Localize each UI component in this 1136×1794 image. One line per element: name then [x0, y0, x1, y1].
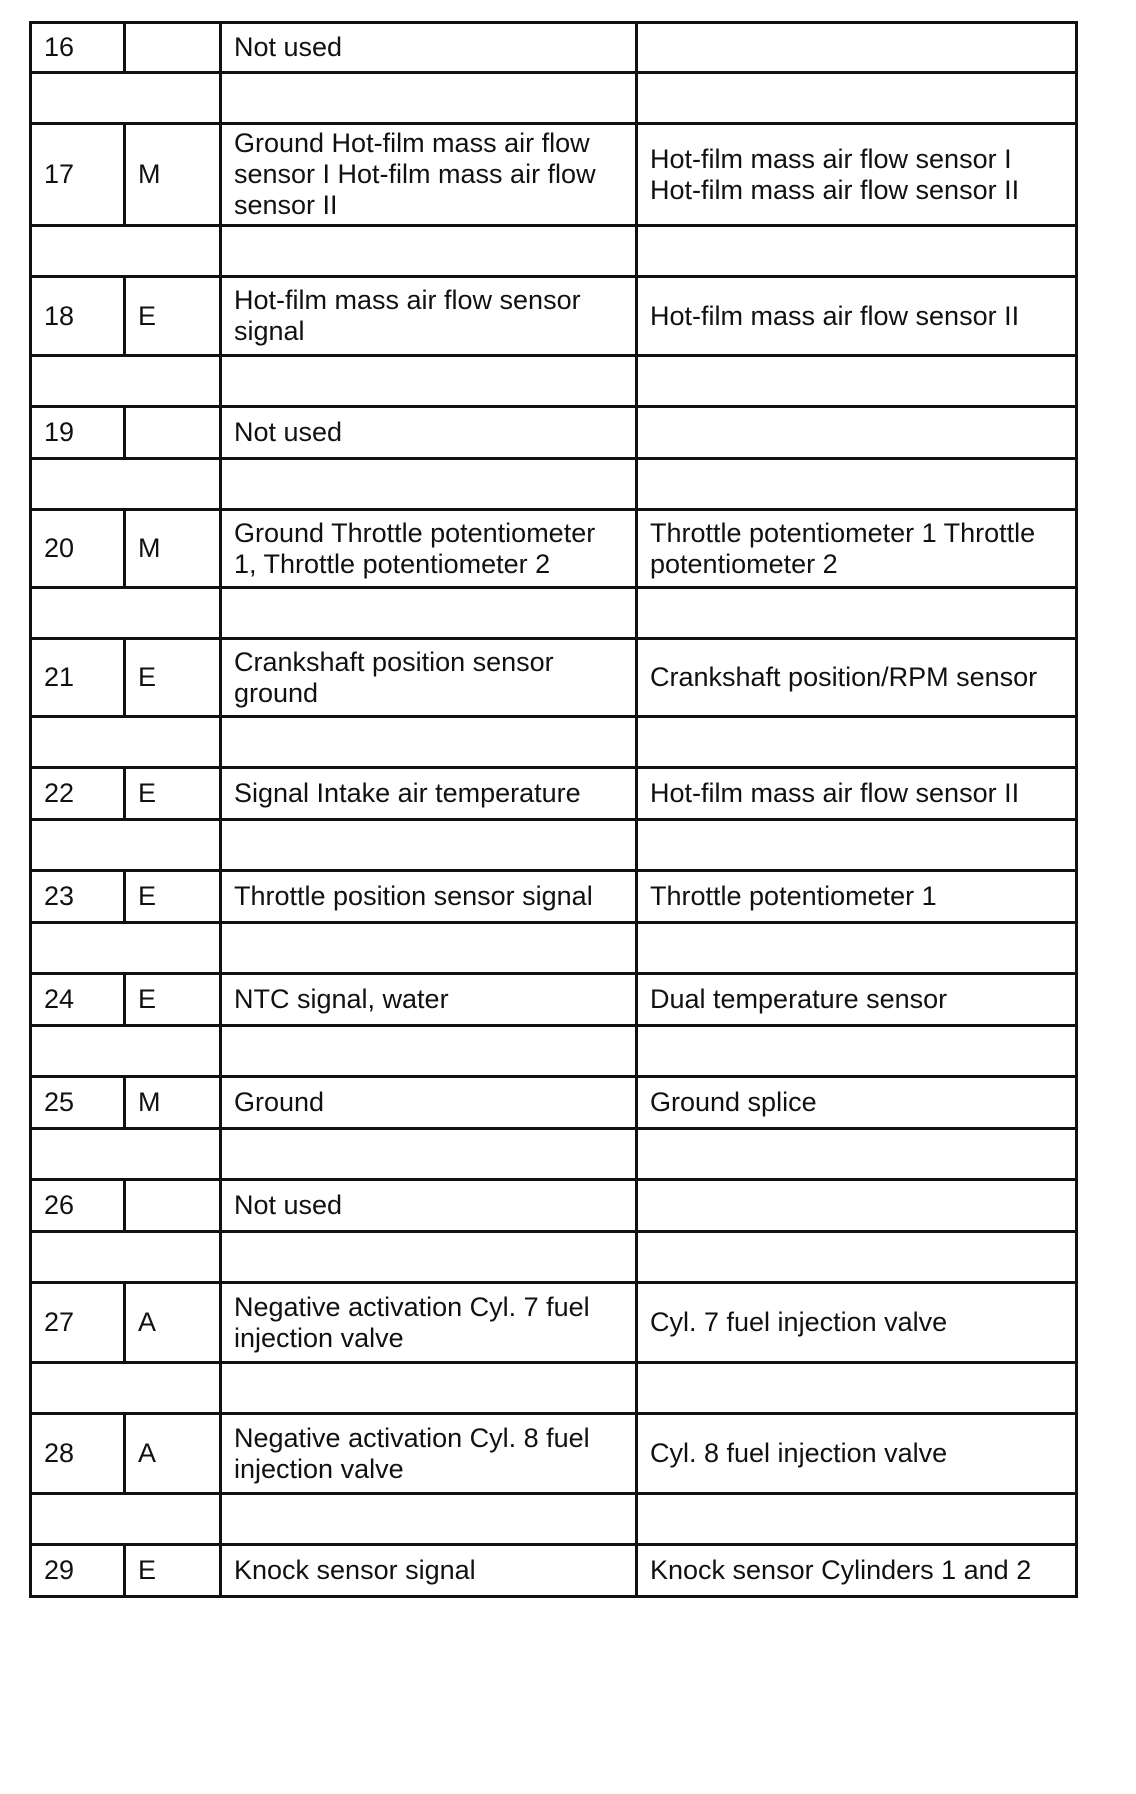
function-description: Crankshaft position sensor ground: [221, 639, 637, 717]
spacer-row: [31, 1363, 1077, 1414]
component: Throttle potentiometer 1 Throttle potentiometer 2: [637, 510, 1077, 588]
signal-type: [125, 407, 221, 459]
component: Cyl. 8 fuel injection valve: [637, 1414, 1077, 1494]
table-row: [31, 768, 1077, 820]
signal-type: A: [125, 1414, 221, 1494]
pin-number: 21: [31, 639, 125, 717]
function-description: Hot-film mass air flow sensor signal: [221, 277, 637, 356]
component: [637, 407, 1077, 459]
function-description: Ground Hot-film mass air flow sensor I Hot-film mass air flow sensor II: [221, 124, 637, 226]
pin-number: 24: [31, 974, 125, 1026]
signal-type: M: [125, 124, 221, 226]
table-row: [31, 510, 1077, 588]
function-description: Negative activation Cyl. 7 fuel injection valve: [221, 1283, 637, 1363]
component: Hot-film mass air flow sensor I Hot-film mass air flow sensor II: [637, 124, 1077, 226]
component: Knock sensor Cylinders 1 and 2: [637, 1545, 1077, 1597]
signal-type: A: [125, 1283, 221, 1363]
pin-number: 20: [31, 510, 125, 588]
table-row: [31, 407, 1077, 459]
signal-type: E: [125, 974, 221, 1026]
spacer-row: [31, 1494, 1077, 1545]
function-description: Throttle position sensor signal: [221, 871, 637, 923]
function-description: Negative activation Cyl. 8 fuel injection valve: [221, 1414, 637, 1494]
pin-number: 25: [31, 1077, 125, 1129]
signal-type: E: [125, 768, 221, 820]
function-description: Knock sensor signal: [221, 1545, 637, 1597]
component: Crankshaft position/RPM sensor: [637, 639, 1077, 717]
spacer-row: [31, 820, 1077, 871]
pin-number: 17: [31, 124, 125, 226]
signal-type: [125, 1180, 221, 1232]
signal-type: E: [125, 871, 221, 923]
component: Dual temperature sensor: [637, 974, 1077, 1026]
table-row: [31, 1414, 1077, 1494]
table-row: [31, 1077, 1077, 1129]
function-description: Not used: [221, 23, 637, 73]
table-row: [31, 974, 1077, 1026]
spacer-row: [31, 588, 1077, 639]
component: [637, 1180, 1077, 1232]
component: Throttle potentiometer 1: [637, 871, 1077, 923]
function-description: Signal Intake air temperature: [221, 768, 637, 820]
spacer-row: [31, 226, 1077, 277]
function-description: NTC signal, water: [221, 974, 637, 1026]
function-description: Not used: [221, 407, 637, 459]
pin-number: 18: [31, 277, 125, 356]
component: Hot-film mass air flow sensor II: [637, 768, 1077, 820]
table-row: [31, 1180, 1077, 1232]
pin-number: 22: [31, 768, 125, 820]
spacer-row: [31, 1129, 1077, 1180]
component: Ground splice: [637, 1077, 1077, 1129]
pin-number: 26: [31, 1180, 125, 1232]
pin-number: 19: [31, 407, 125, 459]
table-row: [31, 1545, 1077, 1597]
spacer-row: [31, 356, 1077, 407]
function-description: Not used: [221, 1180, 637, 1232]
pin-number: 28: [31, 1414, 125, 1494]
spacer-row: [31, 73, 1077, 124]
component: Hot-film mass air flow sensor II: [637, 277, 1077, 356]
signal-type: M: [125, 510, 221, 588]
spacer-row: [31, 1232, 1077, 1283]
table-row: [31, 871, 1077, 923]
component: Cyl. 7 fuel injection valve: [637, 1283, 1077, 1363]
spacer-row: [31, 717, 1077, 768]
pin-assignment-table: [29, 21, 1078, 1598]
table-row: [31, 124, 1077, 226]
table-row: [31, 1283, 1077, 1363]
function-description: Ground Throttle potentiometer 1, Throttle potentiometer 2: [221, 510, 637, 588]
spacer-row: [31, 459, 1077, 510]
component: [637, 23, 1077, 73]
function-description: Ground: [221, 1077, 637, 1129]
table-row: [31, 23, 1077, 73]
spacer-row: [31, 1026, 1077, 1077]
signal-type: M: [125, 1077, 221, 1129]
signal-type: E: [125, 1545, 221, 1597]
pin-number: 29: [31, 1545, 125, 1597]
signal-type: E: [125, 639, 221, 717]
spacer-row: [31, 923, 1077, 974]
table-row: [31, 277, 1077, 356]
pin-number: 23: [31, 871, 125, 923]
signal-type: [125, 23, 221, 73]
pin-number: 27: [31, 1283, 125, 1363]
table-row: [31, 639, 1077, 717]
signal-type: E: [125, 277, 221, 356]
pin-number: 16: [31, 23, 125, 73]
